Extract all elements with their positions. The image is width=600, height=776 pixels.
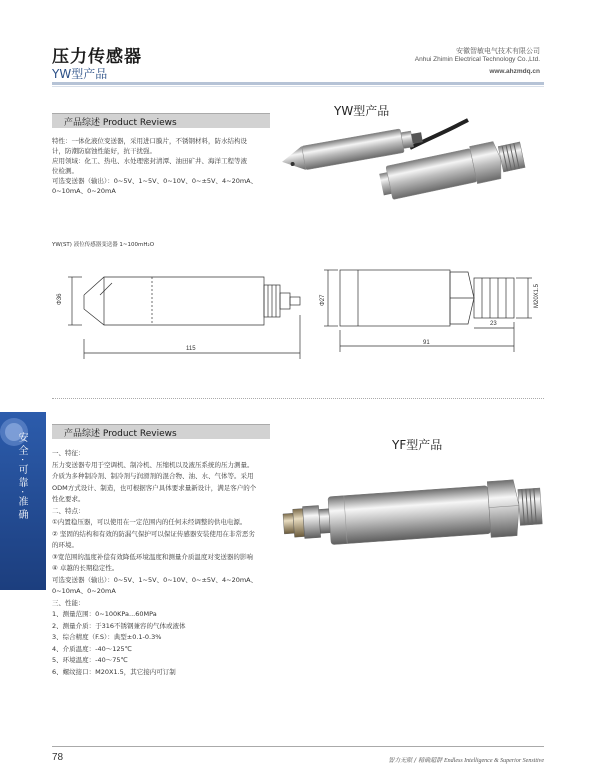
- section2-line: 二、特点：: [52, 506, 85, 515]
- company-url[interactable]: www.ahzmdq.cn: [489, 68, 540, 75]
- side-tab-text: 安全·可靠·准确: [16, 432, 27, 523]
- section1-line: 0~10mA、0~20mA: [52, 187, 116, 195]
- section2-line: 介质为多种制冷剂、制冷剂与润滑剂的混合物、油、水、气体等。采用: [52, 472, 254, 480]
- section2-line: 可选变送器（输出）：0~5V、1~5V、0~10V、0~±5V、4~20mA、: [52, 575, 258, 584]
- section1-line: 可选变送器（输出）：0~5V、1~5V、0~10V、0~±5V、4~20mA、: [52, 177, 258, 185]
- yw-product-image: [270, 118, 560, 248]
- section1-line: 应用领域：化工、热电、水处理密封清潭、油田矿井、海洋工程等液: [52, 157, 247, 165]
- footer-slogan-en: Endless Intelligence & Superior Sensitive: [444, 758, 544, 764]
- company-name-en: Anhui Zhimin Electrical Technology Co.,Ltd.: [414, 56, 540, 63]
- page-title: 压力传感器: [52, 47, 142, 67]
- section2-product-label: YF型产品: [392, 438, 443, 452]
- section2-line: 5、环境温度：-40～75℃: [52, 656, 128, 664]
- section1-line: 特性：一体化液位变送器，采用进口膜片，不锈钢材料，防水结构设: [52, 137, 247, 145]
- dim-left-dia: Φ36: [57, 293, 63, 305]
- section1-bar-label: 产品综述 Product Reviews: [64, 118, 177, 128]
- dim-right-dia: Φ27: [320, 294, 326, 306]
- dim-right-length: 91: [423, 340, 430, 346]
- section2-line: ODM方式设计、制造，也可根据客户具体要求量新设计，满足客户的个: [52, 483, 257, 492]
- footer-slogan: [388, 755, 544, 764]
- section1-product-label: YW型产品: [334, 104, 390, 118]
- footer-slogan-cn: 智力无限 / 精确超群: [388, 757, 443, 764]
- header-divider: [52, 82, 544, 85]
- section2-line: 2、测量介质：于316不锈钢兼容的气体或液体: [52, 621, 186, 630]
- section2-line: 性化要求。: [52, 495, 85, 503]
- drawing-caption: YW(ST) 液位传感器变送器 1~100mH₂O: [52, 242, 155, 248]
- section2-line: ③宽范围的温度补偿有效降低环境温度和测量介质温度对变送器的影响: [52, 552, 253, 561]
- header-divider-thin: [52, 86, 544, 87]
- section2-line: 的环境。: [52, 541, 78, 549]
- yw-drawing-right: [318, 262, 548, 362]
- page-subtitle: YW型产品: [52, 67, 108, 81]
- section2-line: 三、性能：: [52, 598, 85, 607]
- section2-line: 6、螺纹接口：M20X1.5，其它接内可订制: [52, 667, 176, 676]
- section2-line: ② 坚固的结构和有效的防漏气保护可以保证传感器安装使用在非常恶劣: [52, 529, 255, 538]
- section2-bar: [52, 424, 270, 439]
- page-number: 78: [52, 752, 64, 763]
- section2-line: 压力变送器专用于空调机、制冷机、压缩机以及液压系统的压力测量。: [52, 460, 254, 469]
- section2-line: 0~10mA、0~20mA: [52, 587, 116, 595]
- section2-bar-label: 产品综述 Product Reviews: [64, 429, 177, 439]
- dim-right-thread-length: 23: [490, 321, 497, 327]
- section1-line: 位检测。: [52, 167, 78, 175]
- footer-divider: [52, 746, 544, 747]
- section2-line: 4、介质温度：-40～125℃: [52, 644, 132, 653]
- section2-line: ①内置稳压器，可以使用在一定范围内的任何未经调整的供电电源。: [52, 518, 247, 526]
- dim-left-length: 115: [186, 346, 196, 352]
- section1-text: [52, 136, 277, 196]
- section2-line: 1、测量范围：0~100KPa...60MPa: [52, 610, 157, 618]
- section-separator: [52, 398, 544, 399]
- section2-line: 3、综合精度（F.S）：典型±0.1-0.3%: [52, 633, 162, 641]
- yf-sensor: [282, 478, 543, 552]
- side-tab: [0, 412, 46, 590]
- section1-bar: [52, 113, 270, 128]
- section1-line: 计，防潮防腐蚀性能好，抗干扰强。: [52, 147, 156, 155]
- section2-line: 一、特征：: [52, 449, 85, 457]
- yw-drawing-left: [52, 255, 322, 370]
- page-header: [0, 0, 600, 88]
- company-name-cn: 安徽智敏电气技术有限公司: [456, 47, 540, 55]
- section2-line: ④ 卓越的长期稳定性。: [52, 564, 119, 572]
- dim-right-thread: M20X1.5: [534, 283, 540, 308]
- yf-product-image: [282, 452, 544, 562]
- section2-text: [52, 448, 282, 678]
